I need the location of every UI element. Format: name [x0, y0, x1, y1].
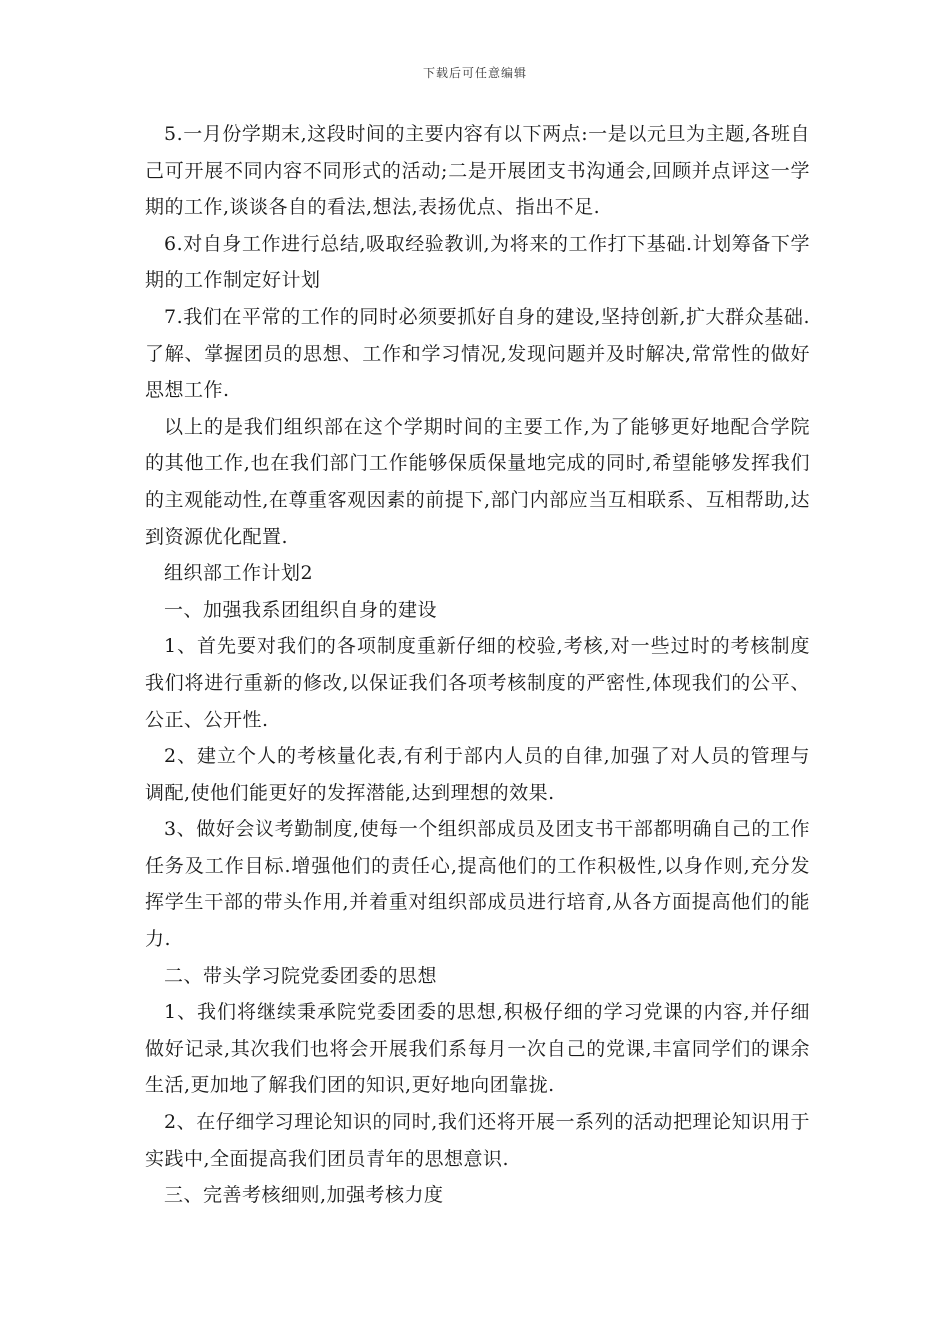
paragraph-part1-item-3: 3、做好会议考勤制度,使每一个组织部成员及团支书干部都明确自己的工作任务及工作目标.增强他们的责任心,提高他们的工作积极性,以身作则,充分发挥学生干部的带头作用,并着重对组织部成员进行培育,从各方面提高他们的能力.: [145, 818, 810, 951]
paragraph-part1-item-1: 1、首先要对我们的各项制度重新仔细的校验,考核,对一些过时的考核制度我们将进行重新的修改,以保证我们各项考核制度的严密性,体现我们的公平、公正、公开性.: [145, 635, 810, 731]
paragraph-part2-item-2: 2、在仔细学习理论知识的同时,我们还将开展一系列的活动把理论知识用于实践中,全面提高我们团员青年的思想意识.: [145, 1111, 810, 1170]
paragraph-summary: 以上的是我们组织部在这个学期时间的主要工作,为了能够更好地配合学院的其他工作,也在我们部门工作能够保质保量地完成的同时,希望能够发挥我们的主观能动性,在尊重客观因素的前提下,部门内部应当互相联系、互相帮助,达到资源优化配置.: [145, 415, 810, 548]
document-body: [145, 116, 810, 1214]
paragraph-part1-item-2: 2、建立个人的考核量化表,有利于部内人员的自律,加强了对人员的管理与调配,使他们能更好的发挥潜能,达到理想的效果.: [145, 745, 810, 804]
paragraph-item-5: 5.一月份学期末,这段时间的主要内容有以下两点:一是以元旦为主题,各班自己可开展不同内容不同形式的活动;二是开展团支书沟通会,回顾并点评这一学期的工作,谈谈各自的看法,想法,表扬优点、指出不足.: [145, 123, 810, 219]
paragraph-part2-item-1: 1、我们将继续秉承院党委团委的思想,积极仔细的学习党课的内容,并仔细做好记录,其次我们也将会开展我们系每月一次自己的党课,丰富同学们的课余生活,更加地了解我们团的知识,更好地向团靠拢.: [145, 1001, 810, 1097]
heading-part-1: 一、加强我系团组织自身的建设: [164, 598, 438, 621]
heading-part-2: 二、带头学习院党委团委的思想: [164, 964, 438, 987]
heading-part-3: 三、完善考核细则,加强考核力度: [164, 1184, 444, 1207]
page-header-note: 下载后可任意编辑: [422, 66, 527, 80]
paragraph-item-6: 6.对自身工作进行总结,吸取经验教训,为将来的工作打下基础.计划筹备下学期的工作制定好计划: [145, 232, 810, 292]
section-title: 组织部工作计划2: [164, 562, 314, 585]
paragraph-item-7: 7.我们在平常的工作的同时必须要抓好自身的建设,坚持创新,扩大群众基础.了解、掌握团员的思想、工作和学习情况,发现问题并及时解决,常常性的做好思想工作.: [145, 305, 810, 402]
